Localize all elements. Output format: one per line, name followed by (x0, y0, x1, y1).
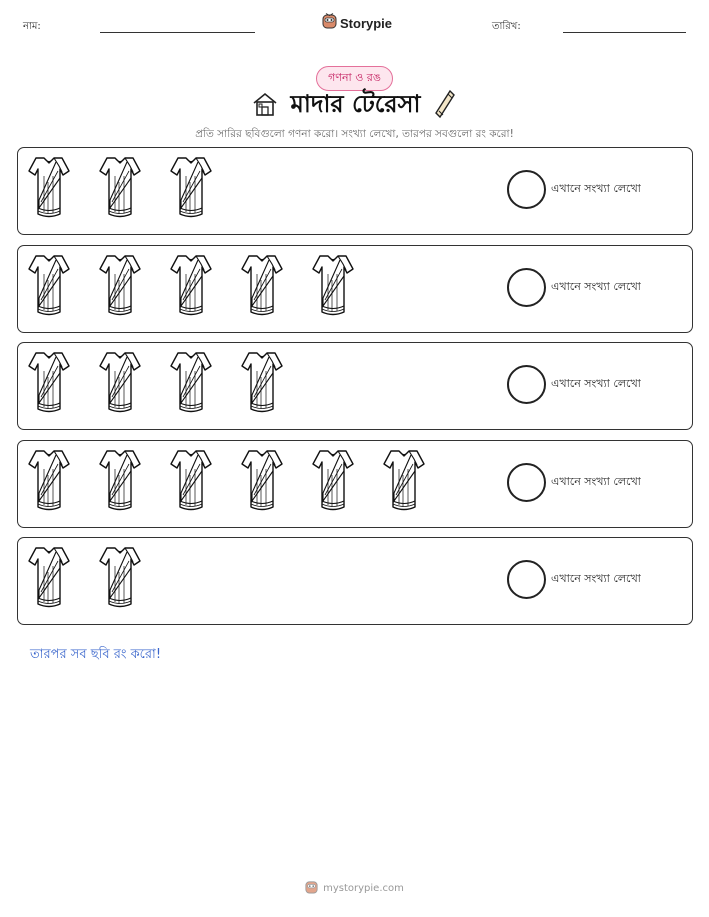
row-items (28, 546, 170, 616)
saree-dress-icon (28, 254, 99, 324)
answer-circle[interactable] (507, 268, 546, 307)
saree-dress-icon (241, 351, 312, 421)
answer-circle[interactable] (507, 560, 546, 599)
date-label: তারিখ: (492, 21, 521, 32)
saree-dress-icon (28, 546, 99, 616)
house-icon (251, 90, 279, 122)
saree-dress-icon (99, 156, 170, 226)
row-items (28, 351, 312, 421)
row-items (28, 156, 241, 226)
saree-dress-icon (383, 449, 454, 519)
worksheet-header (0, 0, 709, 50)
footer-note: তারপর সব ছবি রং করো! (30, 647, 162, 662)
saree-dress-icon (241, 449, 312, 519)
answer-circle[interactable] (507, 365, 546, 404)
saree-dress-icon (170, 254, 241, 324)
name-field[interactable] (100, 32, 255, 33)
saree-dress-icon (99, 546, 170, 616)
page-footer (0, 879, 709, 898)
footer-url[interactable]: mystorypie.com (323, 883, 404, 894)
counting-row (17, 440, 693, 528)
row-items (28, 254, 383, 324)
saree-dress-icon (99, 351, 170, 421)
answer-label: এখানে সংখ্যা লেখো (551, 572, 641, 585)
page-title: মাদার টেরেসা (290, 90, 421, 118)
saree-dress-icon (99, 254, 170, 324)
answer-circle[interactable] (507, 463, 546, 502)
date-field[interactable] (563, 32, 686, 33)
counting-row (17, 245, 693, 333)
answer-circle[interactable] (507, 170, 546, 209)
brand-logo (322, 13, 392, 33)
saree-dress-icon (312, 449, 383, 519)
scroll-icon (432, 89, 458, 123)
saree-dress-icon (28, 449, 99, 519)
brand-name: Storypie (340, 15, 393, 31)
category-badge: গণনা ও রঙ (316, 66, 393, 91)
saree-dress-icon (170, 351, 241, 421)
saree-dress-icon (28, 156, 99, 226)
saree-dress-icon (28, 351, 99, 421)
storypie-mascot-icon (322, 13, 337, 33)
counting-row (17, 537, 693, 625)
saree-dress-icon (241, 254, 312, 324)
counting-row (17, 342, 693, 430)
row-items (28, 449, 454, 519)
answer-label: এখানে সংখ্যা লেখো (551, 280, 641, 293)
answer-label: এখানে সংখ্যা লেখো (551, 182, 641, 195)
name-label: নাম: (23, 21, 41, 32)
storypie-mascot-icon (305, 879, 318, 898)
title-row (0, 88, 709, 124)
instructions: প্রতি সারির ছবিগুলো গণনা করো। সংখ্যা লেখো, তারপর সবগুলো রং করো! (195, 128, 514, 140)
saree-dress-icon (312, 254, 383, 324)
saree-dress-icon (170, 156, 241, 226)
saree-dress-icon (170, 449, 241, 519)
answer-label: এখানে সংখ্যা লেখো (551, 475, 641, 488)
answer-label: এখানে সংখ্যা লেখো (551, 377, 641, 390)
counting-row (17, 147, 693, 235)
saree-dress-icon (99, 449, 170, 519)
